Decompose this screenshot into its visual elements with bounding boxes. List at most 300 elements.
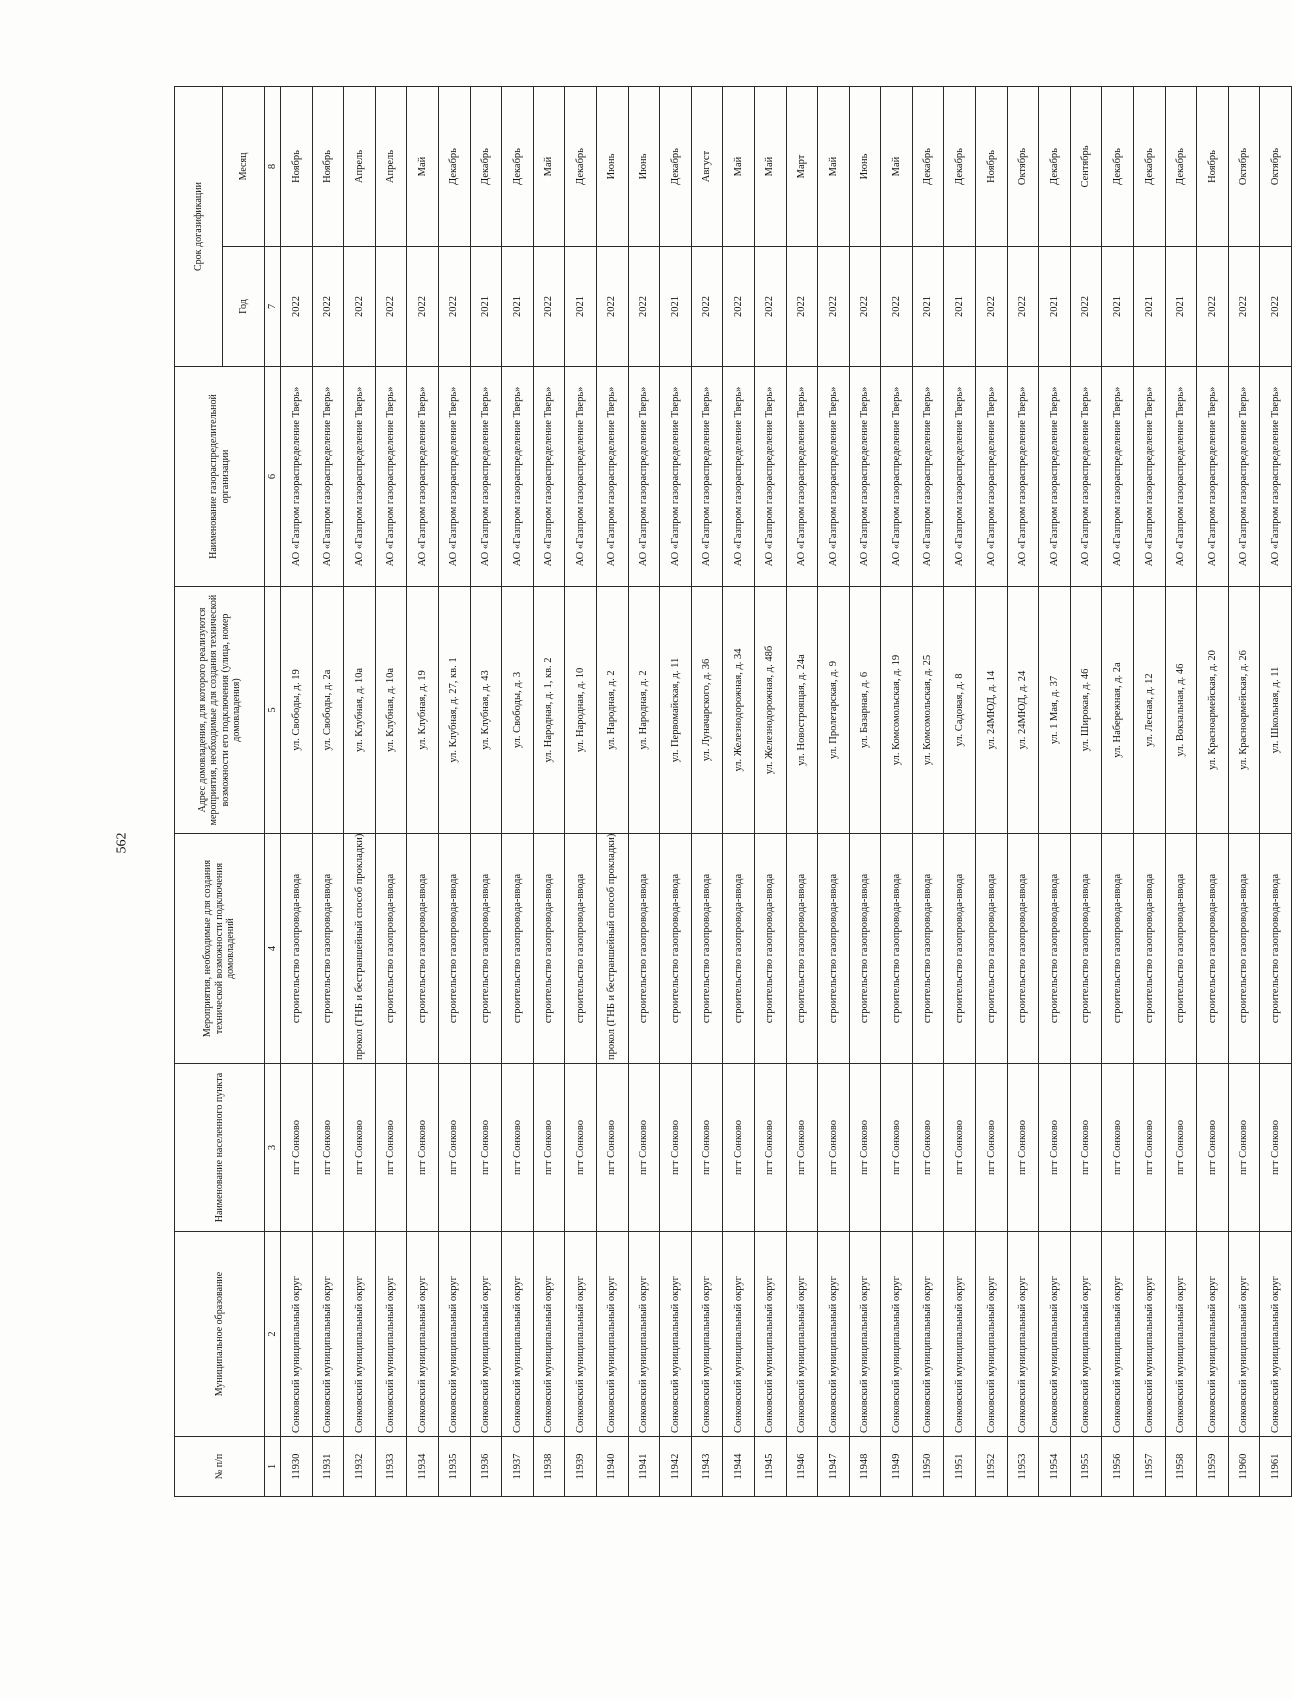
cell-organization: АО «Газпром газораспределение Тверь» bbox=[1039, 367, 1071, 587]
cell-month: Июнь bbox=[849, 87, 881, 247]
cell-measure: строительство газопровода-ввода bbox=[944, 834, 976, 1064]
cell-measure: строительство газопровода-ввода bbox=[754, 834, 786, 1064]
cell-month: Май bbox=[818, 87, 850, 247]
cell-address: ул. Комсомольская, д. 25 bbox=[912, 587, 944, 834]
table-row bbox=[533, 87, 565, 1497]
cell-month: Апрель bbox=[344, 87, 376, 247]
cell-measure: строительство газопровода-ввода bbox=[976, 834, 1008, 1064]
cell-address: ул. Клубная, д. 43 bbox=[470, 587, 502, 834]
cell-measure: строительство газопровода-ввода bbox=[1197, 834, 1229, 1064]
cell-address: ул. Клубная, д. 19 bbox=[407, 587, 439, 834]
cell-month: Декабрь bbox=[1102, 87, 1134, 247]
cell-organization: АО «Газпром газораспределение Тверь» bbox=[533, 367, 565, 587]
header-address: Адрес домовладения, для которого реализуются мероприятия, необходимые для создания технической возможности его подключения (улица, номер домовладения) bbox=[175, 587, 265, 834]
cell-year: 2022 bbox=[754, 247, 786, 367]
cell-organization: АО «Газпром газораспределение Тверь» bbox=[502, 367, 534, 587]
cell-number: 11957 bbox=[1134, 1437, 1166, 1497]
cell-address: ул. Свободы, д. 3 bbox=[502, 587, 534, 834]
column-number: 5 bbox=[265, 587, 281, 834]
cell-settlement: пгт Сонково bbox=[533, 1064, 565, 1232]
cell-month: Май bbox=[533, 87, 565, 247]
cell-municipality: Сонковский муниципальный округ bbox=[438, 1232, 470, 1437]
header-number: № п/п bbox=[175, 1437, 265, 1497]
cell-number: 11936 bbox=[470, 1437, 502, 1497]
cell-month: Октябрь bbox=[1228, 87, 1260, 247]
cell-year: 2021 bbox=[502, 247, 534, 367]
cell-year: 2022 bbox=[281, 247, 313, 367]
cell-settlement: пгт Сонково bbox=[407, 1064, 439, 1232]
table-row bbox=[281, 87, 313, 1497]
cell-year: 2022 bbox=[849, 247, 881, 367]
cell-municipality: Сонковский муниципальный округ bbox=[881, 1232, 913, 1437]
cell-settlement: пгт Сонково bbox=[912, 1064, 944, 1232]
table-row bbox=[818, 87, 850, 1497]
cell-address: ул. Широкая, д. 46 bbox=[1070, 587, 1102, 834]
cell-measure: строительство газопровода-ввода bbox=[407, 834, 439, 1064]
cell-number: 11958 bbox=[1165, 1437, 1197, 1497]
cell-year: 2022 bbox=[533, 247, 565, 367]
cell-year: 2022 bbox=[1197, 247, 1229, 367]
table-row bbox=[1165, 87, 1197, 1497]
cell-settlement: пгт Сонково bbox=[438, 1064, 470, 1232]
table-row bbox=[1007, 87, 1039, 1497]
cell-measure: строительство газопровода-ввода bbox=[1134, 834, 1166, 1064]
header-municipality: Муниципальное образование bbox=[175, 1232, 265, 1437]
cell-year: 2022 bbox=[438, 247, 470, 367]
cell-address: ул. Железнодорожная, д. 48б bbox=[754, 587, 786, 834]
cell-settlement: пгт Сонково bbox=[470, 1064, 502, 1232]
cell-number: 11951 bbox=[944, 1437, 976, 1497]
cell-month: Декабрь bbox=[912, 87, 944, 247]
cell-address: ул. Новостроящая, д. 24а bbox=[786, 587, 818, 834]
cell-year: 2022 bbox=[881, 247, 913, 367]
cell-month: Декабрь bbox=[1165, 87, 1197, 247]
cell-organization: АО «Газпром газораспределение Тверь» bbox=[565, 367, 597, 587]
cell-settlement: пгт Сонково bbox=[1102, 1064, 1134, 1232]
table-row bbox=[312, 87, 344, 1497]
cell-municipality: Сонковский муниципальный округ bbox=[281, 1232, 313, 1437]
cell-measure: строительство газопровода-ввода bbox=[691, 834, 723, 1064]
cell-municipality: Сонковский муниципальный округ bbox=[818, 1232, 850, 1437]
table-row bbox=[944, 87, 976, 1497]
cell-month: Декабрь bbox=[565, 87, 597, 247]
cell-organization: АО «Газпром газораспределение Тверь» bbox=[660, 367, 692, 587]
cell-month: Май bbox=[407, 87, 439, 247]
cell-number: 11948 bbox=[849, 1437, 881, 1497]
gasification-table bbox=[174, 86, 1292, 1497]
cell-organization: АО «Газпром газораспределение Тверь» bbox=[596, 367, 628, 587]
cell-settlement: пгт Сонково bbox=[1197, 1064, 1229, 1232]
cell-number: 11938 bbox=[533, 1437, 565, 1497]
cell-municipality: Сонковский муниципальный округ bbox=[660, 1232, 692, 1437]
cell-year: 2022 bbox=[1228, 247, 1260, 367]
cell-address: ул. Садовая, д. 8 bbox=[944, 587, 976, 834]
table-row bbox=[1197, 87, 1229, 1497]
table-row bbox=[660, 87, 692, 1497]
cell-settlement: пгт Сонково bbox=[1228, 1064, 1260, 1232]
cell-settlement: пгт Сонково bbox=[723, 1064, 755, 1232]
cell-number: 11945 bbox=[754, 1437, 786, 1497]
cell-organization: АО «Газпром газораспределение Тверь» bbox=[1007, 367, 1039, 587]
cell-month: Май bbox=[723, 87, 755, 247]
cell-measure: строительство газопровода-ввода bbox=[628, 834, 660, 1064]
cell-organization: АО «Газпром газораспределение Тверь» bbox=[1070, 367, 1102, 587]
cell-month: Июнь bbox=[628, 87, 660, 247]
table-row bbox=[375, 87, 407, 1497]
column-number: 7 bbox=[265, 247, 281, 367]
cell-municipality: Сонковский муниципальный округ bbox=[1102, 1232, 1134, 1437]
column-number: 8 bbox=[265, 87, 281, 247]
cell-address: ул. 24МЮД, д. 14 bbox=[976, 587, 1008, 834]
cell-address: ул. Первомайская, д. 11 bbox=[660, 587, 692, 834]
cell-number: 11937 bbox=[502, 1437, 534, 1497]
cell-address: ул. Железнодорожная, д. 34 bbox=[723, 587, 755, 834]
cell-measure: строительство газопровода-ввода bbox=[849, 834, 881, 1064]
cell-month: Декабрь bbox=[502, 87, 534, 247]
cell-municipality: Сонковский муниципальный округ bbox=[976, 1232, 1008, 1437]
table-row bbox=[976, 87, 1008, 1497]
cell-number: 11946 bbox=[786, 1437, 818, 1497]
cell-measure: строительство газопровода-ввода bbox=[660, 834, 692, 1064]
cell-organization: АО «Газпром газораспределение Тверь» bbox=[470, 367, 502, 587]
cell-settlement: пгт Сонково bbox=[1007, 1064, 1039, 1232]
cell-municipality: Сонковский муниципальный округ bbox=[407, 1232, 439, 1437]
cell-year: 2022 bbox=[723, 247, 755, 367]
table-row bbox=[1134, 87, 1166, 1497]
cell-number: 11939 bbox=[565, 1437, 597, 1497]
cell-measure: строительство газопровода-ввода bbox=[1039, 834, 1071, 1064]
cell-measure: прокол (ГНБ и бестраншейный способ прокладки) bbox=[344, 834, 376, 1064]
table-body bbox=[281, 87, 1292, 1497]
cell-address: ул. Народная, д. 2 bbox=[596, 587, 628, 834]
cell-municipality: Сонковский муниципальный округ bbox=[944, 1232, 976, 1437]
cell-settlement: пгт Сонково bbox=[818, 1064, 850, 1232]
cell-address: ул. Народная, д. 10 bbox=[565, 587, 597, 834]
cell-measure: строительство газопровода-ввода bbox=[912, 834, 944, 1064]
cell-settlement: пгт Сонково bbox=[660, 1064, 692, 1232]
table-row bbox=[723, 87, 755, 1497]
table-row bbox=[912, 87, 944, 1497]
cell-month: Ноябрь bbox=[976, 87, 1008, 247]
cell-settlement: пгт Сонково bbox=[628, 1064, 660, 1232]
cell-municipality: Сонковский муниципальный округ bbox=[912, 1232, 944, 1437]
cell-municipality: Сонковский муниципальный округ bbox=[1007, 1232, 1039, 1437]
cell-municipality: Сонковский муниципальный округ bbox=[344, 1232, 376, 1437]
cell-organization: АО «Газпром газораспределение Тверь» bbox=[723, 367, 755, 587]
column-number: 6 bbox=[265, 367, 281, 587]
column-number-row bbox=[265, 87, 281, 1497]
cell-year: 2021 bbox=[1134, 247, 1166, 367]
cell-organization: АО «Газпром газораспределение Тверь» bbox=[281, 367, 313, 587]
header-month: Месяц bbox=[223, 87, 265, 247]
cell-year: 2022 bbox=[1007, 247, 1039, 367]
cell-year: 2021 bbox=[1039, 247, 1071, 367]
cell-organization: АО «Газпром газораспределение Тверь» bbox=[1260, 367, 1292, 587]
cell-organization: АО «Газпром газораспределение Тверь» bbox=[849, 367, 881, 587]
cell-address: ул. Вокзальная, д. 46 bbox=[1165, 587, 1197, 834]
cell-organization: АО «Газпром газораспределение Тверь» bbox=[344, 367, 376, 587]
cell-number: 11933 bbox=[375, 1437, 407, 1497]
cell-address: ул. Клубная, д. 27, кв. 1 bbox=[438, 587, 470, 834]
cell-measure: строительство газопровода-ввода bbox=[281, 834, 313, 1064]
cell-number: 11940 bbox=[596, 1437, 628, 1497]
table-row bbox=[502, 87, 534, 1497]
cell-address: ул. Народная, д. 2 bbox=[628, 587, 660, 834]
cell-organization: АО «Газпром газораспределение Тверь» bbox=[407, 367, 439, 587]
cell-measure: строительство газопровода-ввода bbox=[470, 834, 502, 1064]
page-number: 562 bbox=[114, 832, 130, 854]
header-settlement: Наименование населенного пункта bbox=[175, 1064, 265, 1232]
table-row bbox=[1039, 87, 1071, 1497]
cell-organization: АО «Газпром газораспределение Тверь» bbox=[375, 367, 407, 587]
cell-year: 2021 bbox=[912, 247, 944, 367]
cell-number: 11931 bbox=[312, 1437, 344, 1497]
cell-month: Декабрь bbox=[660, 87, 692, 247]
table-row bbox=[438, 87, 470, 1497]
cell-municipality: Сонковский муниципальный округ bbox=[691, 1232, 723, 1437]
cell-measure: строительство газопровода-ввода bbox=[881, 834, 913, 1064]
cell-address: ул. Набережная, д. 2а bbox=[1102, 587, 1134, 834]
cell-address: ул. Луначарского, д. 36 bbox=[691, 587, 723, 834]
table-row bbox=[754, 87, 786, 1497]
cell-address: ул. Свободы, д. 19 bbox=[281, 587, 313, 834]
cell-year: 2022 bbox=[976, 247, 1008, 367]
cell-month: Октябрь bbox=[1260, 87, 1292, 247]
cell-number: 11941 bbox=[628, 1437, 660, 1497]
cell-address: ул. Комсомольская, д. 19 bbox=[881, 587, 913, 834]
cell-month: Декабрь bbox=[470, 87, 502, 247]
table-row bbox=[1260, 87, 1292, 1497]
cell-settlement: пгт Сонково bbox=[786, 1064, 818, 1232]
table-row bbox=[849, 87, 881, 1497]
cell-measure: строительство газопровода-ввода bbox=[533, 834, 565, 1064]
cell-measure: строительство газопровода-ввода bbox=[1007, 834, 1039, 1064]
cell-municipality: Сонковский муниципальный округ bbox=[312, 1232, 344, 1437]
cell-month: Апрель bbox=[375, 87, 407, 247]
cell-organization: АО «Газпром газораспределение Тверь» bbox=[1197, 367, 1229, 587]
cell-number: 11956 bbox=[1102, 1437, 1134, 1497]
cell-number: 11935 bbox=[438, 1437, 470, 1497]
cell-organization: АО «Газпром газораспределение Тверь» bbox=[976, 367, 1008, 587]
cell-year: 2021 bbox=[660, 247, 692, 367]
table-row bbox=[691, 87, 723, 1497]
cell-municipality: Сонковский муниципальный округ bbox=[502, 1232, 534, 1437]
cell-number: 11947 bbox=[818, 1437, 850, 1497]
cell-address: ул. Клубная, д. 10а bbox=[375, 587, 407, 834]
cell-organization: АО «Газпром газораспределение Тверь» bbox=[691, 367, 723, 587]
cell-municipality: Сонковский муниципальный округ bbox=[565, 1232, 597, 1437]
cell-number: 11949 bbox=[881, 1437, 913, 1497]
cell-year: 2022 bbox=[786, 247, 818, 367]
cell-municipality: Сонковский муниципальный округ bbox=[1260, 1232, 1292, 1437]
cell-settlement: пгт Сонково bbox=[375, 1064, 407, 1232]
cell-settlement: пгт Сонково bbox=[1134, 1064, 1166, 1232]
cell-year: 2022 bbox=[628, 247, 660, 367]
cell-organization: АО «Газпром газораспределение Тверь» bbox=[1165, 367, 1197, 587]
cell-measure: строительство газопровода-ввода bbox=[1228, 834, 1260, 1064]
cell-month: Август bbox=[691, 87, 723, 247]
cell-measure: строительство газопровода-ввода bbox=[1102, 834, 1134, 1064]
cell-address: ул. Пролетарская, д. 9 bbox=[818, 587, 850, 834]
cell-organization: АО «Газпром газораспределение Тверь» bbox=[818, 367, 850, 587]
cell-month: Сентябрь bbox=[1070, 87, 1102, 247]
cell-settlement: пгт Сонково bbox=[754, 1064, 786, 1232]
cell-month: Декабрь bbox=[944, 87, 976, 247]
cell-municipality: Сонковский муниципальный округ bbox=[533, 1232, 565, 1437]
column-number: 2 bbox=[265, 1232, 281, 1437]
cell-measure: строительство газопровода-ввода bbox=[723, 834, 755, 1064]
cell-address: ул. Лесная, д. 12 bbox=[1134, 587, 1166, 834]
table-row bbox=[407, 87, 439, 1497]
cell-measure: строительство газопровода-ввода bbox=[786, 834, 818, 1064]
cell-address: ул. 1 Мая, д. 37 bbox=[1039, 587, 1071, 834]
cell-municipality: Сонковский муниципальный округ bbox=[1070, 1232, 1102, 1437]
table-header bbox=[175, 87, 281, 1497]
cell-municipality: Сонковский муниципальный округ bbox=[596, 1232, 628, 1437]
cell-organization: АО «Газпром газораспределение Тверь» bbox=[754, 367, 786, 587]
cell-organization: АО «Газпром газораспределение Тверь» bbox=[881, 367, 913, 587]
cell-measure: строительство газопровода-ввода bbox=[565, 834, 597, 1064]
cell-number: 11944 bbox=[723, 1437, 755, 1497]
cell-measure: строительство газопровода-ввода bbox=[502, 834, 534, 1064]
cell-number: 11942 bbox=[660, 1437, 692, 1497]
cell-measure: строительство газопровода-ввода bbox=[1260, 834, 1292, 1064]
cell-measure: строительство газопровода-ввода bbox=[438, 834, 470, 1064]
cell-settlement: пгт Сонково bbox=[344, 1064, 376, 1232]
cell-year: 2021 bbox=[1102, 247, 1134, 367]
cell-organization: АО «Газпром газораспределение Тверь» bbox=[944, 367, 976, 587]
cell-year: 2022 bbox=[375, 247, 407, 367]
cell-settlement: пгт Сонково bbox=[565, 1064, 597, 1232]
cell-month: Март bbox=[786, 87, 818, 247]
column-number: 4 bbox=[265, 834, 281, 1064]
cell-number: 11934 bbox=[407, 1437, 439, 1497]
table-row bbox=[596, 87, 628, 1497]
cell-settlement: пгт Сонково bbox=[1039, 1064, 1071, 1232]
table-row bbox=[628, 87, 660, 1497]
column-number: 3 bbox=[265, 1064, 281, 1232]
cell-year: 2021 bbox=[470, 247, 502, 367]
cell-organization: АО «Газпром газораспределение Тверь» bbox=[438, 367, 470, 587]
cell-address: ул. Клубная, д. 10а bbox=[344, 587, 376, 834]
cell-organization: АО «Газпром газораспределение Тверь» bbox=[912, 367, 944, 587]
cell-measure: строительство газопровода-ввода bbox=[312, 834, 344, 1064]
cell-municipality: Сонковский муниципальный округ bbox=[723, 1232, 755, 1437]
table-row bbox=[470, 87, 502, 1497]
cell-number: 11961 bbox=[1260, 1437, 1292, 1497]
cell-measure: строительство газопровода-ввода bbox=[375, 834, 407, 1064]
cell-organization: АО «Газпром газораспределение Тверь» bbox=[1102, 367, 1134, 587]
header-year: Год bbox=[223, 247, 265, 367]
table-row bbox=[1102, 87, 1134, 1497]
cell-settlement: пгт Сонково bbox=[691, 1064, 723, 1232]
cell-year: 2021 bbox=[565, 247, 597, 367]
cell-month: Октябрь bbox=[1007, 87, 1039, 247]
cell-settlement: пгт Сонково bbox=[502, 1064, 534, 1232]
cell-municipality: Сонковский муниципальный округ bbox=[628, 1232, 660, 1437]
cell-settlement: пгт Сонково bbox=[596, 1064, 628, 1232]
cell-month: Декабрь bbox=[1039, 87, 1071, 247]
cell-measure: прокол (ГНБ и бестраншейный способ прокладки) bbox=[596, 834, 628, 1064]
cell-number: 11955 bbox=[1070, 1437, 1102, 1497]
cell-month: Ноябрь bbox=[312, 87, 344, 247]
cell-municipality: Сонковский муниципальный округ bbox=[1165, 1232, 1197, 1437]
cell-municipality: Сонковский муниципальный округ bbox=[1197, 1232, 1229, 1437]
cell-year: 2022 bbox=[818, 247, 850, 367]
cell-address: ул. Красноармейская, д. 20 bbox=[1197, 587, 1229, 834]
cell-measure: строительство газопровода-ввода bbox=[818, 834, 850, 1064]
header-organization: Наименование газораспределительной организации bbox=[175, 367, 265, 587]
cell-organization: АО «Газпром газораспределение Тверь» bbox=[1228, 367, 1260, 587]
cell-number: 11950 bbox=[912, 1437, 944, 1497]
cell-organization: АО «Газпром газораспределение Тверь» bbox=[1134, 367, 1166, 587]
cell-organization: АО «Газпром газораспределение Тверь» bbox=[786, 367, 818, 587]
cell-number: 11959 bbox=[1197, 1437, 1229, 1497]
header-measures: Мероприятия, необходимые для создания технической возможности подключения домовладений bbox=[175, 834, 265, 1064]
cell-month: Ноябрь bbox=[1197, 87, 1229, 247]
cell-year: 2021 bbox=[944, 247, 976, 367]
cell-address: ул. Базарная, д. 6 bbox=[849, 587, 881, 834]
cell-settlement: пгт Сонково bbox=[849, 1064, 881, 1232]
cell-settlement: пгт Сонково bbox=[976, 1064, 1008, 1232]
header-term-group: Срок догазификации bbox=[175, 87, 223, 367]
cell-measure: строительство газопровода-ввода bbox=[1165, 834, 1197, 1064]
cell-settlement: пгт Сонково bbox=[281, 1064, 313, 1232]
table-row bbox=[1070, 87, 1102, 1497]
cell-municipality: Сонковский муниципальный округ bbox=[1039, 1232, 1071, 1437]
table-row bbox=[881, 87, 913, 1497]
cell-month: Май bbox=[881, 87, 913, 247]
cell-address: ул. Школьная, д. 11 bbox=[1260, 587, 1292, 834]
cell-municipality: Сонковский муниципальный округ bbox=[849, 1232, 881, 1437]
cell-settlement: пгт Сонково bbox=[312, 1064, 344, 1232]
cell-number: 11953 bbox=[1007, 1437, 1039, 1497]
cell-municipality: Сонковский муниципальный округ bbox=[375, 1232, 407, 1437]
cell-address: ул. Свободы, д. 2а bbox=[312, 587, 344, 834]
cell-year: 2022 bbox=[407, 247, 439, 367]
cell-month: Май bbox=[754, 87, 786, 247]
cell-settlement: пгт Сонково bbox=[944, 1064, 976, 1232]
cell-number: 11954 bbox=[1039, 1437, 1071, 1497]
table-row bbox=[344, 87, 376, 1497]
cell-address: ул. Народная, д. 1, кв. 2 bbox=[533, 587, 565, 834]
cell-number: 11932 bbox=[344, 1437, 376, 1497]
cell-settlement: пгт Сонково bbox=[1260, 1064, 1292, 1232]
cell-organization: АО «Газпром газораспределение Тверь» bbox=[312, 367, 344, 587]
cell-address: ул. Красноармейская, д. 26 bbox=[1228, 587, 1260, 834]
cell-municipality: Сонковский муниципальный округ bbox=[470, 1232, 502, 1437]
cell-year: 2021 bbox=[1165, 247, 1197, 367]
rotated-table-container bbox=[174, 87, 1292, 1497]
cell-month: Декабрь bbox=[1134, 87, 1166, 247]
cell-year: 2022 bbox=[1070, 247, 1102, 367]
cell-year: 2022 bbox=[344, 247, 376, 367]
cell-month: Декабрь bbox=[438, 87, 470, 247]
column-number: 1 bbox=[265, 1437, 281, 1497]
table-row bbox=[1228, 87, 1260, 1497]
cell-year: 2022 bbox=[1260, 247, 1292, 367]
cell-settlement: пгт Сонково bbox=[1165, 1064, 1197, 1232]
cell-year: 2022 bbox=[691, 247, 723, 367]
cell-municipality: Сонковский муниципальный округ bbox=[754, 1232, 786, 1437]
cell-number: 11960 bbox=[1228, 1437, 1260, 1497]
cell-year: 2022 bbox=[596, 247, 628, 367]
table-row bbox=[786, 87, 818, 1497]
table-row bbox=[565, 87, 597, 1497]
cell-settlement: пгт Сонково bbox=[881, 1064, 913, 1232]
cell-organization: АО «Газпром газораспределение Тверь» bbox=[628, 367, 660, 587]
cell-year: 2022 bbox=[312, 247, 344, 367]
